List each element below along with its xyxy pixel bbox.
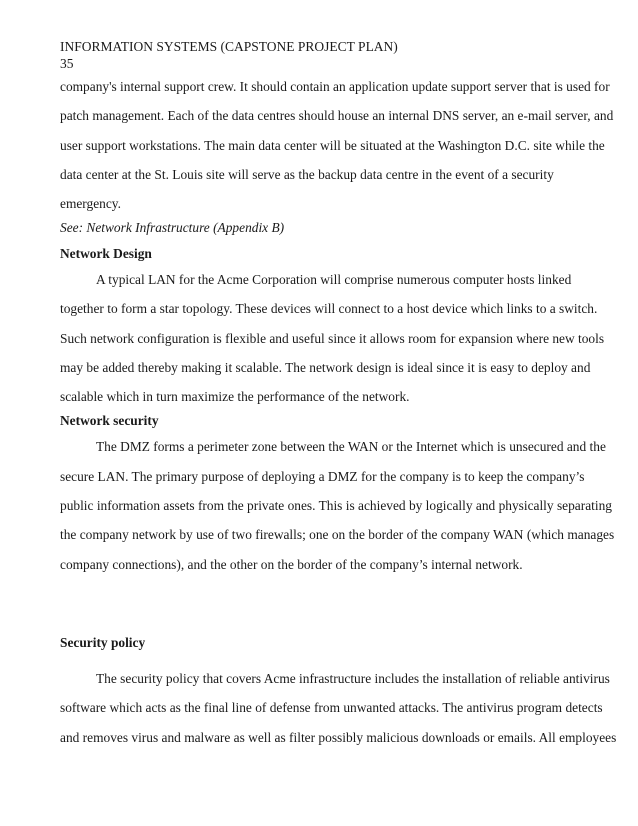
section-security-policy xyxy=(60,628,617,752)
running-header xyxy=(60,38,398,72)
intro-paragraph xyxy=(60,72,614,213)
paragraph-line: user support workstations. The main data center will be situated at the Washington D.C. site while the xyxy=(60,137,605,153)
header-title: INFORMATION SYSTEMS (CAPSTONE PROJECT PLAN) xyxy=(60,39,398,54)
paragraph-line: The security policy that covers Acme infrastructure includes the installation of reliable antivirus xyxy=(96,671,610,687)
paragraph-line: The DMZ forms a perimeter zone between the WAN or the Internet which is unsecured and the xyxy=(96,439,606,455)
paragraph-line: data center at the St. Louis site will serve as the backup data centre in the event of a security xyxy=(60,166,554,182)
paragraph-line: together to form a star topology. These devices will connect to a host device which links to a switch. xyxy=(60,301,598,317)
paragraph-line: company's internal support crew. It should contain an application update support server that is used for xyxy=(60,79,610,94)
paragraph-line: software which acts as the final line of defense from unwanted attacks. The antivirus program detects xyxy=(60,700,603,716)
paragraph-line: and removes virus and malware as well as filter possibly malicious downloads or emails. All employees xyxy=(60,729,617,745)
section-heading: Network security xyxy=(60,413,159,429)
section-heading: Security policy xyxy=(60,635,146,651)
paragraph-line: A typical LAN for the Acme Corporation will comprise numerous computer hosts linked xyxy=(96,272,572,288)
paragraph-line: secure LAN. The primary purpose of deploying a DMZ for the company is to keep the company’s xyxy=(60,468,585,484)
section-network-design xyxy=(60,239,605,406)
paragraph-line: scalable which in turn maximize the performance of the network. xyxy=(60,389,410,405)
paragraph-line: emergency. xyxy=(60,196,121,212)
page-number: 35 xyxy=(60,56,74,71)
paragraph-line: patch management. Each of the data centres should house an internal DNS server, an e-mail server, and xyxy=(60,108,614,124)
paragraph-line: the company network by use of two firewalls; one on the border of the company WAN (which manages xyxy=(60,527,615,543)
paragraph-line: may be added thereby making it scalable. The network design is ideal since it is easy to deploy and xyxy=(60,360,591,376)
section-network-security xyxy=(60,406,615,578)
blank-line xyxy=(60,579,580,608)
document-body xyxy=(60,72,617,752)
see-reference: See: Network Infrastructure (Appendix B) xyxy=(60,220,285,236)
paragraph-line: Such network configuration is flexible and useful since it allows room for expansion where new tools xyxy=(60,330,605,346)
section-heading: Network Design xyxy=(60,246,152,262)
paragraph-line: public information assets from the private ones. This is achieved by logically and physically separating xyxy=(60,497,612,513)
blank-line xyxy=(60,608,580,628)
paragraph-line: company connections), and the other on the border of the company’s internal network. xyxy=(60,556,523,572)
